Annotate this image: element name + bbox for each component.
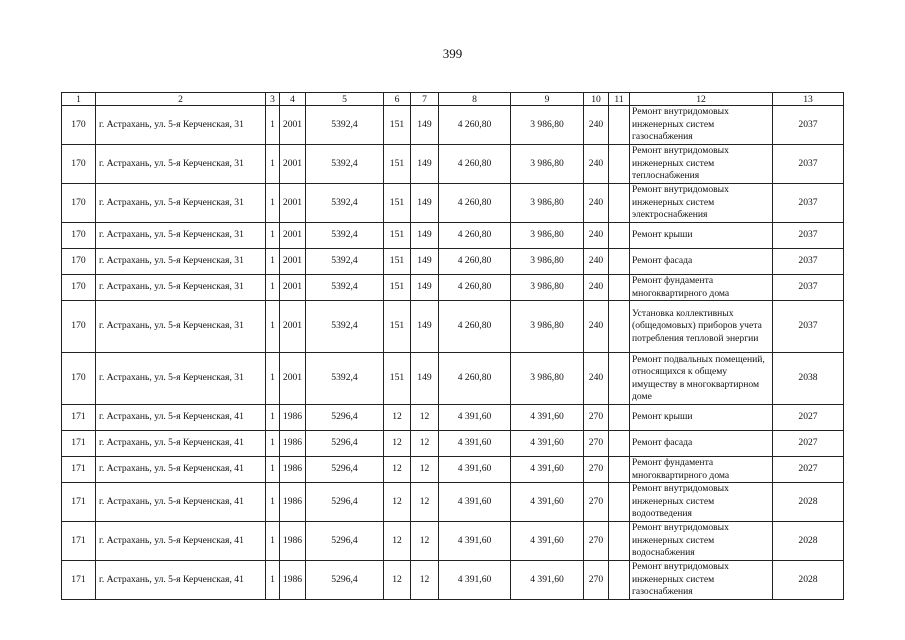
table-row — [62, 249, 844, 275]
col-header: 4 — [280, 93, 306, 106]
cell-row-number: 171 — [62, 522, 96, 561]
cell-building-count: 1 — [266, 301, 280, 353]
cell-building-count: 1 — [266, 106, 280, 145]
col-header: 9 — [511, 93, 584, 106]
cell-cost-a: 4 260,80 — [439, 223, 511, 249]
cell-total-area: 5392,4 — [306, 249, 384, 275]
cell-work-type: Ремонт внутридомовых инженерных систем газоснабжения — [630, 106, 773, 145]
cell-residents-b: 149 — [411, 145, 439, 184]
cell-work-type: Ремонт фасада — [630, 431, 773, 457]
cell-address: г. Астрахань, ул. 5-я Керченская, 31 — [96, 275, 266, 301]
cell-total-area: 5392,4 — [306, 184, 384, 223]
cell-residents-a: 151 — [384, 223, 411, 249]
cell-row-number: 170 — [62, 106, 96, 145]
cell-residents-b: 12 — [411, 405, 439, 431]
cell-note — [609, 223, 630, 249]
cell-cost-a: 4 260,80 — [439, 184, 511, 223]
cell-residents-b: 12 — [411, 561, 439, 600]
cell-unit-cost: 270 — [584, 457, 609, 483]
cell-row-number: 171 — [62, 457, 96, 483]
cell-cost-b: 3 986,80 — [511, 223, 584, 249]
cell-note — [609, 405, 630, 431]
cell-cost-b: 3 986,80 — [511, 353, 584, 405]
cell-residents-a: 151 — [384, 275, 411, 301]
cell-year-built: 1986 — [280, 483, 306, 522]
cell-cost-a: 4 260,80 — [439, 275, 511, 301]
cell-planned-year: 2027 — [773, 457, 844, 483]
cell-row-number: 170 — [62, 145, 96, 184]
cell-unit-cost: 270 — [584, 561, 609, 600]
cell-cost-b: 3 986,80 — [511, 249, 584, 275]
cell-building-count: 1 — [266, 405, 280, 431]
cell-work-type: Ремонт подвальных помещений, относящихся к общему имуществу в многоквартирном доме — [630, 353, 773, 405]
cell-residents-b: 149 — [411, 353, 439, 405]
cell-address: г. Астрахань, ул. 5-я Керченская, 41 — [96, 561, 266, 600]
cell-cost-b: 4 391,60 — [511, 522, 584, 561]
col-header: 12 — [630, 93, 773, 106]
cell-cost-b: 3 986,80 — [511, 275, 584, 301]
cell-building-count: 1 — [266, 145, 280, 184]
col-header: 1 — [62, 93, 96, 106]
cell-residents-a: 151 — [384, 184, 411, 223]
cell-residents-b: 149 — [411, 275, 439, 301]
cell-unit-cost: 240 — [584, 301, 609, 353]
cell-residents-a: 151 — [384, 249, 411, 275]
cell-planned-year: 2037 — [773, 301, 844, 353]
cell-note — [609, 301, 630, 353]
col-header: 11 — [609, 93, 630, 106]
cell-building-count: 1 — [266, 353, 280, 405]
cell-note — [609, 561, 630, 600]
cell-cost-b: 3 986,80 — [511, 301, 584, 353]
cell-address: г. Астрахань, ул. 5-я Керченская, 31 — [96, 353, 266, 405]
cell-planned-year: 2037 — [773, 223, 844, 249]
table-row — [62, 405, 844, 431]
cell-planned-year: 2037 — [773, 184, 844, 223]
cell-unit-cost: 270 — [584, 431, 609, 457]
cell-total-area: 5296,4 — [306, 561, 384, 600]
cell-note — [609, 457, 630, 483]
cell-total-area: 5296,4 — [306, 483, 384, 522]
cell-planned-year: 2038 — [773, 353, 844, 405]
cell-unit-cost: 240 — [584, 275, 609, 301]
cell-cost-b: 4 391,60 — [511, 431, 584, 457]
cell-residents-a: 12 — [384, 405, 411, 431]
cell-building-count: 1 — [266, 249, 280, 275]
cell-year-built: 2001 — [280, 184, 306, 223]
cell-row-number: 170 — [62, 353, 96, 405]
table-row — [62, 457, 844, 483]
cell-total-area: 5296,4 — [306, 457, 384, 483]
cell-year-built: 2001 — [280, 249, 306, 275]
cell-residents-a: 12 — [384, 522, 411, 561]
cell-building-count: 1 — [266, 561, 280, 600]
cell-total-area: 5392,4 — [306, 353, 384, 405]
cell-address: г. Астрахань, ул. 5-я Керченская, 41 — [96, 431, 266, 457]
col-header: 3 — [266, 93, 280, 106]
cell-residents-a: 12 — [384, 431, 411, 457]
cell-cost-a: 4 391,60 — [439, 561, 511, 600]
col-header: 5 — [306, 93, 384, 106]
cell-building-count: 1 — [266, 275, 280, 301]
cell-year-built: 1986 — [280, 457, 306, 483]
cell-row-number: 171 — [62, 405, 96, 431]
table-row — [62, 145, 844, 184]
cell-cost-a: 4 260,80 — [439, 145, 511, 184]
cell-row-number: 170 — [62, 223, 96, 249]
col-header: 8 — [439, 93, 511, 106]
cell-work-type: Ремонт крыши — [630, 405, 773, 431]
cell-residents-b: 149 — [411, 249, 439, 275]
cell-planned-year: 2037 — [773, 145, 844, 184]
cell-note — [609, 275, 630, 301]
cell-year-built: 1986 — [280, 522, 306, 561]
cell-residents-a: 151 — [384, 106, 411, 145]
cell-planned-year: 2037 — [773, 249, 844, 275]
cell-planned-year: 2037 — [773, 106, 844, 145]
cell-row-number: 171 — [62, 483, 96, 522]
cell-unit-cost: 270 — [584, 405, 609, 431]
cell-total-area: 5392,4 — [306, 223, 384, 249]
cell-row-number: 170 — [62, 301, 96, 353]
cell-cost-b: 3 986,80 — [511, 145, 584, 184]
cell-cost-a: 4 260,80 — [439, 301, 511, 353]
cell-total-area: 5392,4 — [306, 301, 384, 353]
cell-note — [609, 483, 630, 522]
cell-residents-a: 151 — [384, 301, 411, 353]
cell-address: г. Астрахань, ул. 5-я Керченская, 41 — [96, 483, 266, 522]
cell-residents-a: 151 — [384, 353, 411, 405]
cell-planned-year: 2027 — [773, 431, 844, 457]
cell-cost-a: 4 260,80 — [439, 353, 511, 405]
cell-unit-cost: 240 — [584, 145, 609, 184]
cell-residents-b: 12 — [411, 431, 439, 457]
cell-cost-a: 4 260,80 — [439, 249, 511, 275]
cell-residents-b: 12 — [411, 522, 439, 561]
table-row — [62, 431, 844, 457]
cell-note — [609, 522, 630, 561]
cell-unit-cost: 240 — [584, 249, 609, 275]
cell-cost-a: 4 391,60 — [439, 405, 511, 431]
cell-residents-b: 149 — [411, 184, 439, 223]
cell-total-area: 5392,4 — [306, 275, 384, 301]
cell-total-area: 5392,4 — [306, 106, 384, 145]
col-header: 2 — [96, 93, 266, 106]
table-row — [62, 561, 844, 600]
cell-row-number: 170 — [62, 275, 96, 301]
cell-work-type: Ремонт фундамента многоквартирного дома — [630, 275, 773, 301]
cell-year-built: 2001 — [280, 275, 306, 301]
cell-residents-b: 12 — [411, 457, 439, 483]
cell-cost-a: 4 391,60 — [439, 522, 511, 561]
cell-building-count: 1 — [266, 223, 280, 249]
cell-cost-b: 4 391,60 — [511, 561, 584, 600]
table-body — [62, 106, 844, 600]
cell-unit-cost: 240 — [584, 353, 609, 405]
cell-row-number: 170 — [62, 184, 96, 223]
cell-note — [609, 145, 630, 184]
cell-address: г. Астрахань, ул. 5-я Керченская, 31 — [96, 301, 266, 353]
page-number: 399 — [442, 46, 463, 61]
table-row — [62, 353, 844, 405]
cell-address: г. Астрахань, ул. 5-я Керченская, 31 — [96, 249, 266, 275]
cell-planned-year: 2028 — [773, 561, 844, 600]
cell-building-count: 1 — [266, 457, 280, 483]
table-row — [62, 301, 844, 353]
cell-note — [609, 184, 630, 223]
cell-residents-a: 12 — [384, 457, 411, 483]
column-number-row — [62, 93, 844, 106]
table-row — [62, 275, 844, 301]
cell-planned-year: 2027 — [773, 405, 844, 431]
cell-work-type: Ремонт внутридомовых инженерных систем водоотведения — [630, 483, 773, 522]
cell-cost-a: 4 391,60 — [439, 483, 511, 522]
cell-work-type: Ремонт крыши — [630, 223, 773, 249]
cell-residents-b: 149 — [411, 223, 439, 249]
cell-unit-cost: 240 — [584, 223, 609, 249]
col-header: 6 — [384, 93, 411, 106]
cell-building-count: 1 — [266, 522, 280, 561]
cell-note — [609, 431, 630, 457]
cell-total-area: 5296,4 — [306, 405, 384, 431]
cell-residents-a: 12 — [384, 561, 411, 600]
cell-cost-a: 4 391,60 — [439, 431, 511, 457]
col-header: 13 — [773, 93, 844, 106]
table-row — [62, 223, 844, 249]
cell-total-area: 5296,4 — [306, 522, 384, 561]
cell-note — [609, 249, 630, 275]
cell-residents-b: 149 — [411, 106, 439, 145]
cell-year-built: 1986 — [280, 561, 306, 600]
cell-year-built: 1986 — [280, 405, 306, 431]
cell-building-count: 1 — [266, 184, 280, 223]
col-header: 7 — [411, 93, 439, 106]
cell-unit-cost: 270 — [584, 522, 609, 561]
cell-residents-a: 151 — [384, 145, 411, 184]
cell-unit-cost: 270 — [584, 483, 609, 522]
cell-row-number: 171 — [62, 561, 96, 600]
cell-residents-b: 12 — [411, 483, 439, 522]
cell-note — [609, 106, 630, 145]
cell-note — [609, 353, 630, 405]
cell-year-built: 2001 — [280, 223, 306, 249]
col-header: 10 — [584, 93, 609, 106]
table-row — [62, 522, 844, 561]
cell-year-built: 2001 — [280, 301, 306, 353]
cell-address: г. Астрахань, ул. 5-я Керченская, 31 — [96, 145, 266, 184]
cell-cost-b: 4 391,60 — [511, 483, 584, 522]
table-row — [62, 106, 844, 145]
table-row — [62, 483, 844, 522]
cell-cost-b: 3 986,80 — [511, 184, 584, 223]
cell-work-type: Ремонт внутридомовых инженерных систем электроснабжения — [630, 184, 773, 223]
cell-cost-b: 4 391,60 — [511, 405, 584, 431]
cell-year-built: 1986 — [280, 431, 306, 457]
cell-cost-b: 4 391,60 — [511, 457, 584, 483]
cell-year-built: 2001 — [280, 145, 306, 184]
cell-address: г. Астрахань, ул. 5-я Керченская, 31 — [96, 184, 266, 223]
capital-repair-table — [61, 92, 844, 600]
cell-planned-year: 2028 — [773, 522, 844, 561]
cell-address: г. Астрахань, ул. 5-я Керченская, 31 — [96, 223, 266, 249]
cell-year-built: 2001 — [280, 106, 306, 145]
cell-residents-a: 12 — [384, 483, 411, 522]
cell-planned-year: 2028 — [773, 483, 844, 522]
cell-work-type: Ремонт внутридомовых инженерных систем водоснабжения — [630, 522, 773, 561]
cell-year-built: 2001 — [280, 353, 306, 405]
cell-row-number: 171 — [62, 431, 96, 457]
cell-work-type: Установка коллективных (общедомовых) приборов учета потребления тепловой энергии — [630, 301, 773, 353]
cell-total-area: 5296,4 — [306, 431, 384, 457]
cell-unit-cost: 240 — [584, 184, 609, 223]
cell-total-area: 5392,4 — [306, 145, 384, 184]
cell-building-count: 1 — [266, 483, 280, 522]
cell-address: г. Астрахань, ул. 5-я Керченская, 41 — [96, 405, 266, 431]
table-row — [62, 184, 844, 223]
cell-work-type: Ремонт внутридомовых инженерных систем теплоснабжения — [630, 145, 773, 184]
cell-planned-year: 2037 — [773, 275, 844, 301]
cell-unit-cost: 240 — [584, 106, 609, 145]
cell-work-type: Ремонт фасада — [630, 249, 773, 275]
cell-cost-a: 4 391,60 — [439, 457, 511, 483]
cell-building-count: 1 — [266, 431, 280, 457]
cell-address: г. Астрахань, ул. 5-я Керченская, 41 — [96, 457, 266, 483]
cell-address: г. Астрахань, ул. 5-я Керченская, 31 — [96, 106, 266, 145]
cell-address: г. Астрахань, ул. 5-я Керченская, 41 — [96, 522, 266, 561]
cell-residents-b: 149 — [411, 301, 439, 353]
cell-cost-b: 3 986,80 — [511, 106, 584, 145]
cell-work-type: Ремонт внутридомовых инженерных систем газоснабжения — [630, 561, 773, 600]
cell-work-type: Ремонт фундамента многоквартирного дома — [630, 457, 773, 483]
cell-row-number: 170 — [62, 249, 96, 275]
cell-cost-a: 4 260,80 — [439, 106, 511, 145]
